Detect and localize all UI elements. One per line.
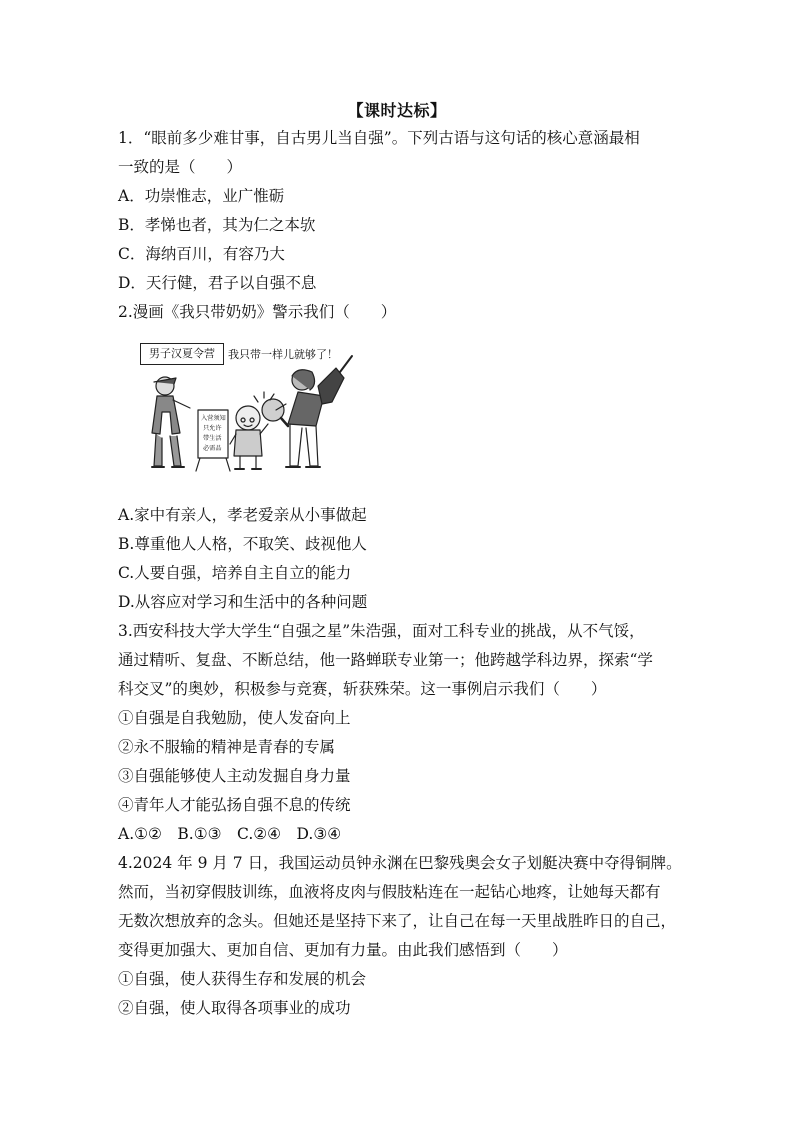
q1-option-d: D．天行健，君子以自强不息: [118, 274, 317, 292]
q3-answer-options: A.①② B.①③ C.②④ D.③④: [118, 825, 342, 843]
q4-statement-1: ①自强，使人获得生存和发展的机会: [118, 970, 367, 988]
q1-stem-line2: 一致的是（ ）: [118, 158, 243, 176]
q1-option-a: A．功崇惟志，业广惟砺: [118, 187, 285, 205]
comic-caption: 男子汉夏令营: [140, 343, 224, 365]
q3-statement-1: ①自强是自我勉励，使人发奋向上: [118, 709, 351, 727]
sign-line-2: 只允许: [203, 425, 222, 432]
q3-statement-3: ③自强能够使人主动发掘自身力量: [118, 767, 351, 785]
sign-line-3: 带生活: [203, 435, 222, 442]
q3-stem-line3: 科交叉”的奥妙，积极参与竞赛，斩获殊荣。这一事例启示我们（ ）: [118, 680, 607, 698]
q4-statement-2: ②自强，使人取得各项事业的成功: [118, 999, 351, 1017]
q4-stem-line1: 4.2024 年 9 月 7 日，我国运动员钟永渊在巴黎残奥会女子划艇决赛中夺得铜牌。: [118, 854, 682, 872]
comic-speech: 我只带一样儿就够了！: [228, 348, 338, 361]
sign-line-1: 入营须知: [201, 415, 226, 422]
q4-stem-line2: 然而，当初穿假肢训练，血液将皮肉与假肢粘连在一起钻心地疼，让她每天都有: [118, 883, 661, 901]
q2-stem: 2.漫画《我只带奶奶》警示我们（ ）: [118, 303, 397, 321]
q1-option-b: B．孝悌也者，其为仁之本欤: [118, 216, 316, 234]
q1-option-c: C．海纳百川，有容乃大: [118, 245, 285, 263]
q3-stem-line1: 3.西安科技大学大学生“自强之星”朱浩强，面对工科专业的挑战，从不气馁，: [118, 622, 645, 640]
q3-statement-4: ④青年人才能弘扬自强不息的传统: [118, 796, 351, 814]
q2-option-b: B.尊重他人人格，不取笑、歧视他人: [118, 535, 367, 553]
q1-stem-line1: 1．“眼前多少难甘事，自古男儿当自强”。下列古语与这句话的核心意涵最相: [118, 129, 640, 147]
q2-option-c: C.人要自强，培养自主自立的能力: [118, 564, 352, 582]
section-title: 【课时达标】: [347, 101, 447, 120]
q3-stem-line2: 通过精听、复盘、不断总结，他一路蝉联专业第一；他跨越学科边界，探索“学: [118, 651, 653, 669]
q3-statement-2: ②永不服输的精神是青春的专属: [118, 738, 336, 756]
q4-stem-line3: 无数次想放弃的念头。但她还是坚持下来了，让自己在每一天里战胜昨日的自己，: [118, 912, 677, 930]
q2-option-d: D.从容应对学习和生活中的各种问题: [118, 593, 368, 611]
sign-line-4: 必需品: [203, 445, 222, 452]
q4-stem-line4: 变得更加强大、更加自信、更加有力量。由此我们感悟到（ ）: [118, 941, 568, 959]
q2-option-a: A.家中有亲人，孝老爱亲从小事做起: [118, 506, 367, 524]
